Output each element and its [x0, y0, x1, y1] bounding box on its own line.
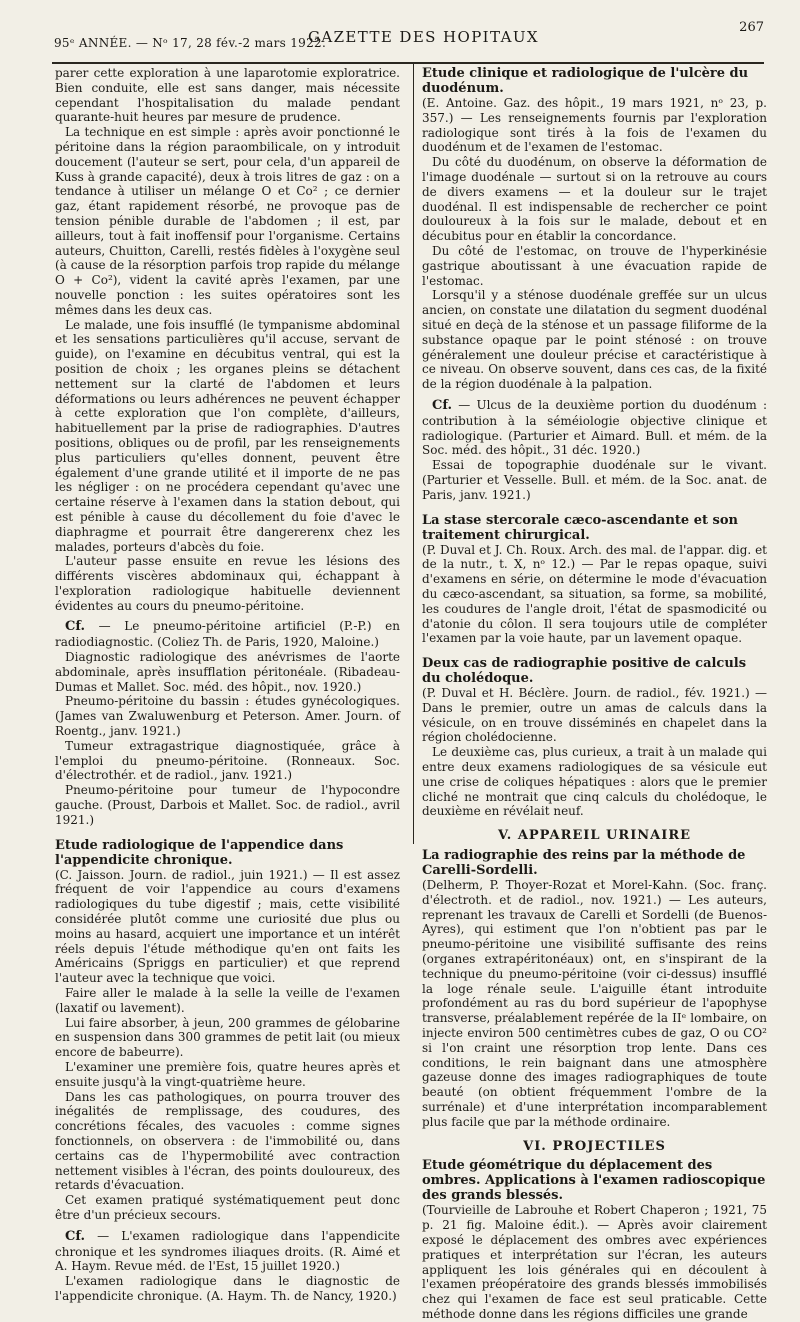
paragraph: Faire aller le malade à la selle la veille de l'examen (laxatif ou lavement).	[55, 986, 400, 1015]
article-title: Etude clinique et radiologique de l'ulcère du duodénum.	[422, 66, 749, 96]
cf-label: Cf.	[65, 619, 86, 635]
article-title: Deux cas de radiographie positive de calculs du cholédoque.	[422, 656, 747, 687]
section-heading: VI. PROJECTILES	[523, 1138, 666, 1154]
paragraph: Du côté du duodénum, on observe la déformation de l'image duodénale — surtout si on la retrouve au cours de divers examens — et la douleur sur le trajet duodénal. Il est indispensable de rechercher ce point douloureux à la fois sur le malade, debout et en décubitus pour en établir la concordance.	[422, 155, 767, 244]
paragraph: (P. Duval et H. Béclère. Journ. de radiol., fév. 1921.) — Dans le premier, outre un amas de calculs dans la vésicule, on en trouve disséminés en chapelet dans la région cholédocienne.	[422, 686, 767, 745]
paragraph: (Tourvieille de Labrouhe et Robert Chaperon ; 1921, 75 p. 21 fig. Maloine édit.). — Après avoir clairement exposé le déplacement des ombres avec expériences pratiques et interprétation sur l'écran, les auteurs appliquent les lois générales qui en découlent à l'examen préopératoire des grands blessés immobilisés chez qui l'examen de face est seul praticable. Cette méthode donne dans les régions difficiles une grande	[422, 1203, 767, 1321]
cf-reference	[422, 398, 767, 458]
header-rule	[52, 62, 764, 64]
issue-info: 95ᵉ ANNÉE. — Nᵒ 17, 28 fév.-2 mars 1922.	[54, 36, 327, 50]
section-heading: V. APPAREIL URINAIRE	[497, 828, 692, 844]
reference: Pneumo-péritoine pour tumeur de l'hypocondre gauche. (Proust, Darbois et Mallet. Soc. de radiol., avril 1921.)	[55, 783, 400, 827]
page-number: 267	[739, 20, 764, 35]
paragraph: L'auteur passe ensuite en revue les lésions des différents viscères abdominaux qui, échappant à l'exploration radiologique habituelle deviennent évidentes au cours du pneumo-péritoine.	[55, 554, 400, 613]
paragraph: La technique en est simple : après avoir ponctionné le péritoine dans la région paraombilicale, on y introduit doucement (l'auteur se sert, pour cela, d'un appareil de Kuss à grande capacité), deux à trois litres de gaz : on a tendance à utiliser un mélange O et Co² ; ce dernier gaz, étant rapidement résorbé, ne provoque pas de tension pénible durable de l'abdomen ; il est, par ailleurs, tout à fait inoffensif pour l'organisme. Certains auteurs, Chuitton, Carelli, restés fidèles à l'oxygène seul (à cause de la résorption parfois trop rapide du mélange O + Co²), vident la cavité après l'examen, par une nouvelle ponction : les suites opératoires sont les mêmes dans les deux cas.	[55, 125, 400, 317]
left-column	[55, 66, 400, 1304]
cf-label: Cf.	[65, 1228, 86, 1244]
paragraph: Dans les cas pathologiques, on pourra trouver des inégalités de remplissage, des coudures, des concrétions fécales, des vacuoles : comme signes fonctionnels, on observera : de l'immobilité ou, dans certains cas de l'hypermobilité avec contraction nettement visibles à l'écran, des points douloureux, des retards d'évacuation.	[55, 1089, 400, 1193]
cf-text: — Ulcus de la deuxième portion du duodénum : contribution à la séméiologie objective clinique et radiologique. (Parturier et Aimard. Bull. et mém. de la Soc. méd. des hôpit., 31 déc. 1920.)	[422, 397, 767, 458]
page-header	[46, 20, 766, 50]
cf-reference	[55, 1229, 400, 1274]
paragraph: Cet examen pratiqué systématiquement peut donc être d'un précieux secours.	[55, 1193, 400, 1222]
paragraph: Lui faire absorber, à jeun, 200 grammes de gélobarine en suspension dans 300 grammes de petit lait (ou mieux encore de babeurre).	[55, 1015, 400, 1060]
paragraph: Le malade, une fois insufflé (le tympanisme abdominal et les sensations particulières qu'il accuse, servant de guide), on l'examine en décubitus ventral, qui est la position de choix ; les organes pleins se détachent nettement sur la clarté de l'abdomen et leurs déformations ou leurs adhérences ne peuvent échapper à cette exploration que l'on complète, d'ailleurs, habituellement par la prise de radiographies. D'autres positions, obliques ou de profil, par les renseignements plus particuliers qu'elles donnent, peuvent être également d'une grande utilité et il importe de ne pas les négliger : on ne procédera cependant qu'avec une certaine réserve à l'examen dans la station debout, qui est pénible à cause du décollement du foie d'avec le diaphragme et pourrait être dangererenx chez les malades, porteurs d'abcès du foie.	[55, 317, 400, 554]
article-title: Etude géométrique du déplacement des ombres. Applications à l'examen radioscopique des grands blessés.	[422, 1158, 766, 1204]
article-title: La stase stercorale cæco-ascendante et son traitement chirurgical.	[422, 512, 738, 543]
paragraph: Le deuxième cas, plus curieux, a trait à un malade qui entre deux examens radiologiques de sa vésicule eut une crise de coliques hépatiques : alors que le premier cliché ne montrait que cinq calculs du cholédoque, le deuxième en révélait neuf.	[422, 745, 767, 819]
paragraph: parer cette exploration à une laparotomie exploratrice. Bien conduite, elle est sans danger, mais nécessite cependant l'hospitalisation du malade pendant quarante-huit heures par mesure de prudence.	[55, 66, 400, 125]
cf-text: — Le pneumo-péritoine artificiel (P.-P.) en radiodiagnostic. (Coliez Th. de Paris, 1920, Maloine.)	[55, 619, 400, 650]
paragraph: (P. Duval et J. Ch. Roux. Arch. des mal. de l'appar. dig. et de la nutr., t. X, nᵒ 12.) — Par le repas opaque, suivi d'examens en série, on détermine le mode d'évacuation du cæco-ascendant, sa situation, sa forme, sa mobilité, les coudures de l'angle droit, l'état de spasmodicité ou d'atonie du côlon. Il sera toujours utile de compléter l'examen par la voie haute, par un lavement opaque.	[422, 542, 767, 646]
right-column	[422, 66, 767, 1322]
article-title: La radiographie des reins par la méthode de Carelli-Sordelli.	[422, 848, 746, 879]
reference: L'examen radiologique dans le diagnostic de l'appendicite chronique. (A. Haym. Th. de Nancy, 1920.)	[55, 1274, 400, 1303]
cf-text: — L'examen radiologique dans l'appendicite chronique et les syndromes iliaques droits. (R. Aimé et A. Haym. Revue méd. de l'Est, 15 juillet 1920.)	[55, 1228, 400, 1274]
article-title: Etude radiologique de l'appendice dans l'appendicite chronique.	[55, 837, 344, 868]
paragraph: Lorsqu'il y a sténose duodénale greffée sur un ulcus ancien, on constate une dilatation du segment duodénal situé en deçà de la sténose et un passage filiforme de la substance opaque par le point sténosé : on trouve généralement une douleur précise et caractéristique à ce niveau. On observe souvent, dans ces cas, de la fixité de la région duodénale à la palpation.	[422, 288, 767, 392]
column-divider	[413, 64, 414, 844]
paragraph: L'examiner une première fois, quatre heures après et ensuite jusqu'à la vingt-quatrième heure.	[55, 1060, 400, 1089]
reference: Pneumo-péritoine du bassin : études gynécologiques. (James van Zwaluwenburg et Peterson. Amer. Journ. of Roentg., janv. 1921.)	[55, 694, 400, 739]
paragraph: (Delherm, P. Thoyer-Rozat et Morel-Kahn. (Soc. franç. d'électroth. et de radiol., nov. 1921.) — Les auteurs, reprenant les travaux de Carelli et Sordelli (de Buenos-Ayres), qui estiment que l'on n'obtient pas par le pneumo-péritoine une visibilité suffisante des reins (organes extrapéritonéaux) ont, en s'inspirant de la technique du pneumo-péritoine (voir ci-dessus) insufflé la loge rénale seule. L'aiguille étant introduite profondément au ras du bord supérieur de l'apophyse transverse, préalablement repérée de la IIᵉ lombaire, on injecte environ 500 centimètres cubes de gaz, O ou CO² si l'on craint une résorption trop lente. Dans ces conditions, le rein baignant dans une atmosphère gazeuse donne des images radiographiques de toute beauté (on obtient fréquemment l'ombre de la surrénale) et d'une interprétation incomparablement plus facile que par la méthode ordinaire.	[422, 878, 767, 1129]
reference: Tumeur extragastrique diagnostiquée, grâce à l'emploi du pneumo-péritoine. (Ronneaux. Soc. d'électrothér. et de radiol., janv. 1921.)	[55, 738, 400, 783]
cf-reference	[55, 619, 400, 650]
paragraph: (E. Antoine. Gaz. des hôpit., 19 mars 1921, nᵒ 23, p. 357.) — Les renseignements fournis par l'exploration radiologique sont tirés à la fois de l'examen du duodénum et de l'examen de l'estomac.	[422, 96, 767, 155]
paragraph: Du côté de l'estomac, on trouve de l'hyperkinésie gastrique aboutissant à une évacuation rapide de l'estomac.	[422, 243, 767, 288]
paragraph: (C. Jaisson. Journ. de radiol., juin 1921.) — Il est assez fréquent de voir l'appendice au cours d'examens radiologiques du tube digestif ; mais, cette visibilité considérée plutôt comme une curiosité due plus ou moins au hasard, acquiert une importance et un intérêt réels depuis l'étude méthodique qu'en ont faits les Américains (Spriggs en particulier) et que reprend l'auteur avec la technique que voici.	[55, 867, 400, 986]
reference: Essai de topographie duodénale sur le vivant. (Parturier et Vesselle. Bull. et mém. de la Soc. anat. de Paris, janv. 1921.)	[422, 458, 767, 502]
cf-label: Cf.	[432, 397, 453, 413]
reference: Diagnostic radiologique des anévrismes de l'aorte abdominale, après insufflation péritonéale. (Ribadeau-Dumas et Mallet. Soc. méd. des hôpit., nov. 1920.)	[55, 650, 400, 694]
journal-title: GAZETTE DES HOPITAUX	[308, 28, 539, 46]
